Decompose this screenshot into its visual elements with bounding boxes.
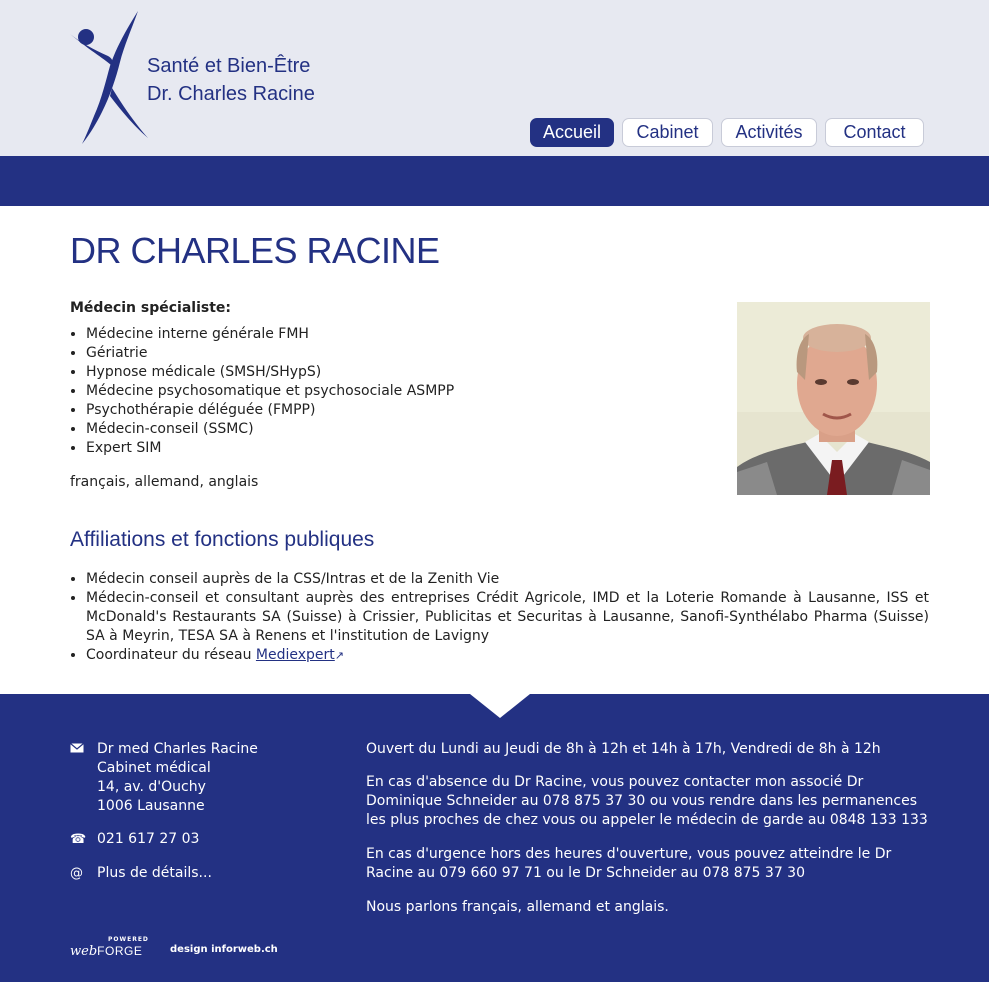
- at-icon: @: [70, 866, 83, 881]
- powered-brand-web: web: [70, 944, 98, 959]
- mediexpert-link[interactable]: Mediexpert: [255, 647, 335, 663]
- coordinator-text: Coordinateur du réseau: [86, 647, 256, 663]
- mail-icon: [70, 740, 88, 759]
- brand-line-2: Dr. Charles Racine: [147, 83, 315, 105]
- specialist-heading: Médecin spécialiste:: [70, 300, 231, 316]
- list-item: • Médecin-conseil et consultant auprès des entreprises Crédit Agricole, IMD et la Loterie Romande à Lausanne, ISS et McDonald's Restaurants SA (Suisse) à Crissier, Publicitas et Securitas à Lausanne, Sanofi-Synthélabo Pharma (Suisse) SA à Meyrin, TESA SA à Renens et l'institution de Lavigny: [86, 589, 929, 646]
- list-item: • Médecin conseil auprès de la CSS/Intras et de la Zenith Vie: [86, 570, 929, 589]
- page-title: DR CHARLES RACINE: [70, 230, 440, 271]
- address-line: Cabinet médical: [97, 760, 211, 776]
- specialties-list: [86, 325, 454, 458]
- phone-number[interactable]: 021 617 27 03: [97, 831, 200, 847]
- absence-info: En cas d'absence du Dr Racine, vous pouvez contacter mon associé Dr Dominique Schneider au 078 875 37 30 ou vous rendre dans les permanences les plus proches de chez vous ou appeler le médecin de garde au 0848 133 133: [366, 774, 928, 828]
- main-nav: [530, 118, 924, 147]
- header-band: [0, 156, 989, 206]
- nav-activites[interactable]: Activités: [721, 118, 817, 147]
- external-link-icon: ↗: [334, 649, 345, 662]
- nav-cabinet[interactable]: Cabinet: [622, 118, 713, 147]
- phone-icon: ☎: [70, 832, 87, 847]
- footer-notch: [470, 694, 530, 718]
- doctor-portrait-photo: [737, 302, 930, 495]
- address-line: 1006 Lausanne: [97, 798, 205, 814]
- list-item: • Hypnose médicale (SMSH/SHypS): [86, 363, 454, 382]
- affiliations-heading: Affiliations et fonctions publiques: [70, 528, 375, 551]
- nav-contact[interactable]: Contact: [825, 118, 924, 147]
- languages-info: Nous parlons français, allemand et anglais.: [366, 899, 669, 915]
- brand-line-1: Santé et Bien-Être: [147, 55, 311, 77]
- languages-text: français, allemand, anglais: [70, 474, 259, 490]
- logo-figure-icon[interactable]: [66, 8, 150, 148]
- list-item: • Gériatrie: [86, 344, 454, 363]
- address-line: 14, av. d'Ouchy: [97, 779, 206, 795]
- list-item: • Médecine interne générale FMH: [86, 325, 454, 344]
- powered-brand-forge: FORGE: [97, 944, 143, 958]
- powered-label: POWERED: [108, 936, 149, 943]
- site-header: [0, 0, 989, 156]
- affiliations-list: [86, 570, 929, 665]
- list-item: [86, 646, 929, 665]
- urgence-info: En cas d'urgence hors des heures d'ouverture, vous pouvez atteindre le Dr Racine au 079 660 97 71 ou le Dr Schneider au 078 875 37 30: [366, 846, 892, 881]
- details-link[interactable]: Plus de détails...: [97, 865, 212, 881]
- opening-hours: Ouvert du Lundi au Jeudi de 8h à 12h et 14h à 17h, Vendredi de 8h à 12h: [366, 741, 881, 757]
- list-item: • Expert SIM: [86, 439, 454, 458]
- list-item: • Psychothérapie déléguée (FMPP): [86, 401, 454, 420]
- address-line: Dr med Charles Racine: [97, 741, 258, 757]
- nav-accueil[interactable]: Accueil: [530, 118, 614, 147]
- list-item: • Médecin-conseil (SSMC): [86, 420, 454, 439]
- list-item: • Médecine psychosomatique et psychosociale ASMPP: [86, 382, 454, 401]
- design-credit[interactable]: design inforweb.ch: [170, 944, 278, 955]
- brand-name[interactable]: [147, 52, 315, 108]
